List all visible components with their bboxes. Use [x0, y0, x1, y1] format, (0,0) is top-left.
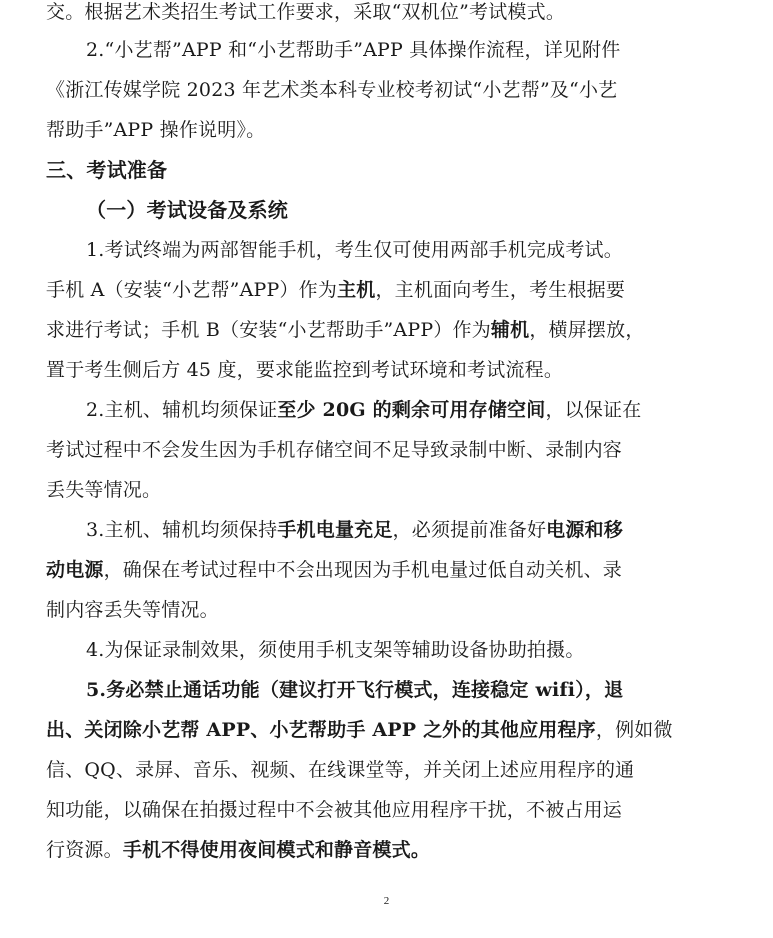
text-run: ，主机面向考生，考生根据要 — [375, 279, 626, 301]
text-run: ，确保在考试过程中不会出现因为手机电量过低自动关机、录 — [103, 559, 623, 581]
paragraph-line: 1.考试终端为两部智能手机，考生仅可使用两部手机完成考试。 — [86, 239, 623, 261]
bold-text: 手机电量充足 — [277, 519, 393, 541]
page-number: 2 — [383, 895, 390, 907]
paragraph-line: 丢失等情况。 — [46, 479, 162, 501]
paragraph-line — [46, 76, 736, 104]
paragraph-line: 4.为保证录制效果，须使用手机支架等辅助设备协助拍摄。 — [86, 639, 585, 661]
paragraph-line: 交。根据艺术类招生考试工作要求，采取“双机位”考试模式。 — [46, 1, 566, 23]
text-run: 求进行考试；手机 B（安装“小艺帮助手”APP）作为 — [46, 319, 491, 341]
paragraph-line — [46, 836, 773, 864]
text-run: 手机 A（安装“小艺帮”APP）作为 — [46, 279, 338, 301]
text-run: 2.“小艺帮”APP 和“小艺帮助手”APP 具体操作流程，详见附件 — [86, 39, 621, 61]
paragraph-line — [86, 36, 736, 64]
paragraph-line: 信、QQ、录屏、音乐、视频、在线课堂等，并关闭上述应用程序的通 — [46, 759, 635, 781]
paragraph-line: 置于考生侧后方 45 度，要求能监控到考试环境和考试流程。 — [46, 359, 564, 381]
section-heading: 三、考试准备 — [46, 158, 168, 182]
bold-text: 出、关闭除小艺帮 APP、小艺帮助手 APP 之外的其他应用程序 — [46, 719, 596, 741]
text-run: 《浙江传媒学院 2023 年艺术类本科专业校考初试“小艺帮”及“小艺 — [46, 79, 618, 101]
paragraph-line: 考试过程中不会发生因为手机存储空间不足导致录制中断、录制内容 — [46, 439, 623, 461]
paragraph-line — [86, 396, 773, 424]
bold-text: 主机 — [337, 279, 376, 301]
paragraph-line — [46, 276, 773, 304]
paragraph-line — [86, 516, 773, 544]
paragraph-line: 帮助手”APP 操作说明》。 — [46, 119, 266, 141]
bold-text: 手机不得使用夜间模式和静音模式。 — [122, 839, 431, 861]
bold-text: 辅机 — [490, 319, 530, 341]
text-run: ，例如微 — [595, 719, 673, 741]
text-run: 2.主机、辅机均须保证 — [86, 399, 278, 421]
paragraph-line — [46, 556, 773, 584]
paragraph-line: 制内容丢失等情况。 — [46, 599, 219, 621]
paragraph-line — [46, 716, 773, 744]
text-run: ，横屏摆放， — [529, 319, 645, 341]
text-run: ，以保证在 — [545, 399, 642, 421]
text-run: ，必须提前准备好 — [392, 519, 547, 541]
paragraph-line: 5.务必禁止通话功能（建议打开飞行模式，连接稳定 wifi），退 — [86, 679, 624, 701]
paragraph-line — [46, 316, 773, 344]
paragraph-line: 知功能，以确保在拍摄过程中不会被其他应用程序干扰，不被占用运 — [46, 799, 623, 821]
text-run: 3.主机、辅机均须保持 — [86, 519, 278, 541]
bold-text: 电源和移 — [546, 519, 623, 541]
subsection-heading: （一）考试设备及系统 — [86, 198, 288, 222]
text-run: 行资源。 — [46, 839, 123, 861]
bold-text: 至少 20G 的剩余可用存储空间 — [277, 399, 546, 421]
bold-text: 动电源 — [46, 559, 104, 581]
